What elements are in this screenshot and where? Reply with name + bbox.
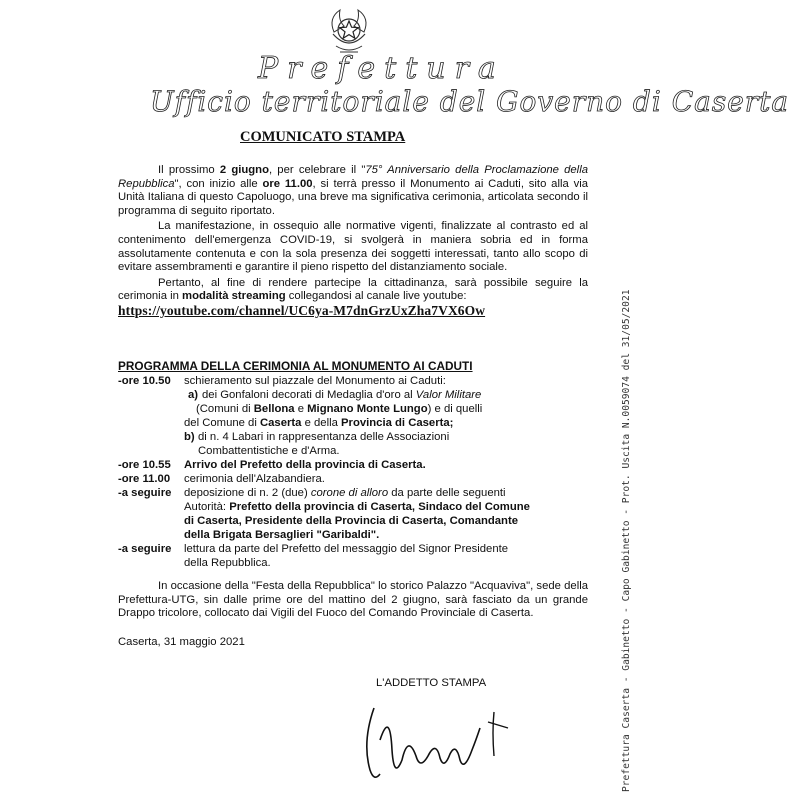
program-text: del Comune di Caserta e della Provincia di Caserta;	[184, 417, 454, 429]
intro-paragraph-2: La manifestazione, in ossequio alle normative vigenti, finalizzate al contrasto ed al contenimento dell'emergenza COVID-19, si svolgerà in maniera sobria ed in forma assolutamente contenuta e con la sola presenza dei soggetti interessati, tanto allo scopo di evitare assembramenti e garantire il pieno rispetto del distanziamento sociale.	[118, 220, 588, 274]
program-text: (Comuni di Bellona e Mignano Monte Lungo) e di quelli	[196, 403, 483, 415]
program-text: Combattentistiche e d'Arma.	[198, 445, 340, 457]
program-text: di n. 4 Labari in rappresentanza delle Associazioni	[198, 431, 450, 443]
program-time: -a seguire	[118, 543, 172, 555]
intro-paragraph-3: Pertanto, al fine di rendere partecipe la cittadinanza, sarà possibile seguire la cerimonia in modalità streaming collegandosi al canale live youtube:	[118, 276, 588, 303]
program-text: Autorità: Prefetto della provincia di Caserta, Sindaco del Comune	[184, 501, 530, 513]
program-text: schieramento sul piazzale del Monumento ai Caduti:	[184, 375, 446, 387]
program-text: di Caserta, Presidente della Provincia di Caserta, Comandante	[184, 515, 519, 527]
press-officer-title: L'ADDETTO STAMPA	[376, 677, 487, 689]
program-text: deposizione di n. 2 (due) corone di alloro da parte delle seguenti	[184, 487, 506, 499]
signature	[360, 700, 520, 790]
program-text: dei Gonfaloni decorati di Medaglia d'oro al Valor Militare	[202, 389, 482, 401]
program-text: della Repubblica.	[184, 557, 271, 569]
program-text: Arrivo del Prefetto della provincia di Caserta.	[184, 459, 426, 471]
program-title: PROGRAMMA DELLA CERIMONIA AL MONUMENTO AI CADUTI	[118, 359, 473, 373]
program-time: -ore 10.50	[118, 375, 171, 387]
program-text: cerimonia dell'Alzabandiera.	[184, 473, 325, 485]
item-label: a)	[188, 389, 199, 401]
program-time: -a seguire	[118, 487, 172, 499]
youtube-link[interactable]: https://youtube.com/channel/UC6ya-M7dnGrzUxZha7VX6Ow	[118, 302, 486, 318]
page-title: COMUNICATO STAMPA	[240, 129, 406, 145]
program-time: -ore 10.55	[118, 459, 171, 471]
protocol-stamp: Prefettura Caserta - Gabinetto - Capo Gabinetto - Prot. Uscita N.0059074 del 31/05/2021	[621, 289, 632, 792]
closing-paragraph: In occasione della "Festa della Repubblica" lo storico Palazzo "Acquaviva", sede della Prefettura-UTG, sin dalle prime ore del mattino del 2 giugno, sarà fasciato da un grande Drappo tricolore, collocato dai Vigili del Fuoco del Comando Provinciale di Caserta.	[118, 580, 588, 620]
program-text: lettura da parte del Prefetto del messaggio del Signor Presidente	[184, 543, 509, 555]
program-time: -ore 11.00	[118, 473, 171, 485]
program-text: della Brigata Bersaglieri "Garibaldi".	[184, 529, 380, 541]
intro-paragraph-1: Il prossimo 2 giugno, per celebrare il "75° Anniversario della Proclamazione della Repubblica", con inizio alle ore 11.00, si terrà presso il Monumento ai Caduti, sito alla via Unità Italiana di questo Capoluogo, una breve ma significativa cerimonia, articolata secondo il programma di seguito riportato.	[118, 164, 589, 217]
closing-section	[118, 580, 588, 621]
intro-section	[118, 164, 588, 318]
place-date: Caserta, 31 maggio 2021	[118, 636, 245, 648]
item-label: b)	[184, 431, 195, 443]
office-wordmark: Ufficio territoriale del Governo di Caserta	[150, 85, 789, 118]
prefecture-wordmark: Prefettura	[258, 51, 505, 86]
